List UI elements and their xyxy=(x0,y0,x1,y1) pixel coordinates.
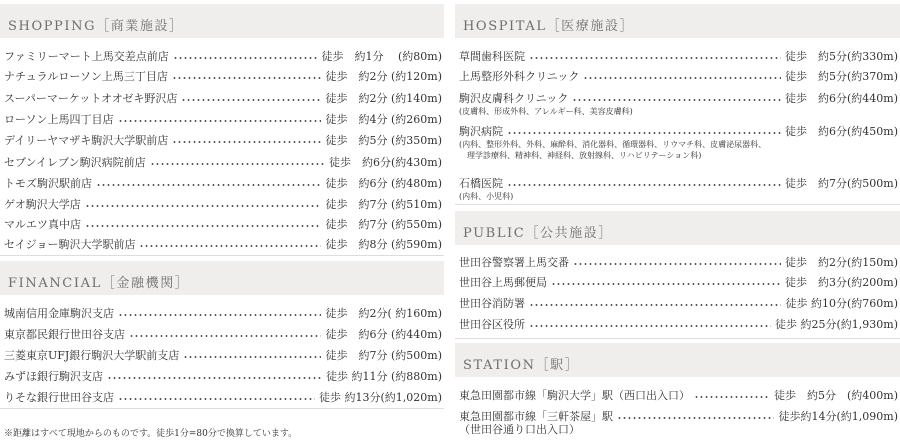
public-name: 世田谷消防署 xyxy=(459,295,525,313)
dotted-leader xyxy=(507,184,781,186)
financial-walk-time: 徒歩 約2分( 約160m) xyxy=(325,305,442,323)
shopping-name: ファミリーマート上馬交差点前店 xyxy=(4,48,169,66)
dotted-leader xyxy=(172,77,321,79)
hospital-name: 石橋医院 xyxy=(459,175,503,193)
financial-walk-time: 徒歩 約6分 (約440m) xyxy=(325,326,442,344)
dotted-leader xyxy=(529,57,781,59)
dotted-leader xyxy=(573,263,781,265)
shopping-walk-time: 徒歩 約7分 (約510m) xyxy=(325,196,442,214)
dotted-leader xyxy=(107,377,322,379)
dotted-leader xyxy=(173,57,317,59)
separator xyxy=(0,255,444,256)
shopping-row xyxy=(4,175,442,193)
shopping-row xyxy=(4,154,442,172)
financial-name: 三菱東京UFJ銀行駒沢大学駅前支店 xyxy=(4,347,179,365)
shopping-header xyxy=(0,4,444,38)
hospital-walk-time: 徒歩 約5分(約370m) xyxy=(785,68,898,86)
shopping-walk-time: 徒歩 約8分 (約590m) xyxy=(325,236,442,254)
financial-walk-time: 徒歩 約13分(約1,020m) xyxy=(319,389,442,407)
hospital-walk-time: 徒歩 約6分(約440m) xyxy=(785,90,898,108)
public-walk-time: 徒歩 約25分(約1,930m) xyxy=(775,316,898,334)
financial-row xyxy=(4,305,442,323)
shopping-name: トモズ駒沢駅前店 xyxy=(4,175,92,193)
hospital-row xyxy=(459,175,898,193)
separator xyxy=(455,338,900,339)
public-walk-time: 徒歩 約2分(約150m) xyxy=(785,254,898,272)
shopping-walk-time: 徒歩 約1分 (約80m) xyxy=(321,48,442,66)
dotted-leader xyxy=(85,205,321,207)
dotted-leader xyxy=(150,163,325,165)
shopping-walk-time: 徒歩 約2分 (約120m) xyxy=(325,68,442,86)
station-walk-time: 徒歩約14分(約1,090m) xyxy=(778,408,898,426)
shopping-row xyxy=(4,236,442,254)
hospital-name: 駒沢病院 xyxy=(459,123,503,141)
distance-note: ※距離はすべて現地からのものです。徒歩1分=80分で換算しています。 xyxy=(4,429,298,439)
dotted-leader xyxy=(181,99,321,101)
dotted-leader xyxy=(96,184,321,186)
shopping-row xyxy=(4,196,442,214)
public-row xyxy=(459,295,898,313)
public-row xyxy=(459,274,898,292)
shopping-row xyxy=(4,111,442,129)
hospital-walk-time: 徒歩 約5分(約330m) xyxy=(785,48,898,66)
separator xyxy=(455,204,900,205)
hospital-subtext: (皮膚科、形成外科、アレルギー科、美容皮膚科) xyxy=(459,107,633,116)
financial-walk-time: 徒歩 約11分 (約880m) xyxy=(326,368,442,386)
financial-name: 城南信用金庫駒沢支店 xyxy=(4,305,114,323)
station-heading: STATION［駅］ xyxy=(463,358,580,373)
dotted-leader xyxy=(529,325,771,327)
financial-row xyxy=(4,368,442,386)
shopping-name: ナチュラルローソン上馬三丁目店 xyxy=(4,68,168,86)
shopping-row xyxy=(4,90,442,108)
separator xyxy=(0,408,444,409)
financial-name: りそな銀行世田谷支店 xyxy=(4,389,114,407)
shopping-walk-time: 徒歩 約5分 (約350m) xyxy=(325,132,442,150)
shopping-heading: SHOPPING［商業施設］ xyxy=(8,19,184,34)
shopping-walk-time: 徒歩 約6分(約430m) xyxy=(329,154,442,172)
shopping-row xyxy=(4,68,442,86)
public-walk-time: 徒歩 約10分(約760m) xyxy=(785,295,898,313)
shopping-walk-time: 徒歩 約2分 (約140m) xyxy=(325,90,442,108)
station-name: 東急田園都市線「駒沢大学」駅（西口出入口） xyxy=(459,387,690,405)
financial-name: 東京都民銀行世田谷支店 xyxy=(4,326,125,344)
public-name: 世田谷区役所 xyxy=(459,316,525,334)
shopping-name: ローソン上馬四丁目店 xyxy=(4,111,114,129)
financial-header xyxy=(0,261,444,295)
public-row xyxy=(459,254,898,272)
hospital-row xyxy=(459,68,898,86)
hospital-name: 駒沢皮膚科クリニック xyxy=(459,90,568,108)
public-header xyxy=(455,211,900,245)
shopping-name: ゲオ駒沢大学店 xyxy=(4,196,81,214)
station-row xyxy=(459,387,898,405)
dotted-leader xyxy=(183,356,321,358)
dotted-leader xyxy=(507,132,781,134)
hospital-row xyxy=(459,48,898,66)
dotted-leader xyxy=(617,417,774,419)
public-walk-time: 徒歩 約3分(約200m) xyxy=(785,274,898,292)
shopping-row xyxy=(4,132,442,150)
shopping-name: セイジョー駒沢大学駅前店 xyxy=(4,236,135,254)
station-walk-time: 徒歩 約5分 (約400m) xyxy=(774,387,898,405)
shopping-walk-time: 徒歩 約4分 (約260m) xyxy=(325,111,442,129)
hospital-walk-time: 徒歩 約6分(約450m) xyxy=(785,123,898,141)
dotted-leader xyxy=(118,398,315,400)
hospital-heading: HOSPITAL［医療施設］ xyxy=(463,19,635,34)
public-name: 世田谷上馬郵便局 xyxy=(459,274,547,292)
dotted-leader xyxy=(129,335,321,337)
hospital-subtext: (内科、整形外科、外科、麻酔科、消化器科、循環器科、リウマチ科、皮膚泌尿器科、 xyxy=(459,140,767,149)
hospital-name: 上馬整形外科クリニック xyxy=(459,68,579,86)
shopping-name: デイリーヤマザキ駒沢大学駅前店 xyxy=(4,132,168,150)
hospital-subtext: (内科、小児科) xyxy=(459,192,514,201)
station-header xyxy=(455,343,900,377)
financial-row xyxy=(4,389,442,407)
public-row xyxy=(459,316,898,334)
hospital-walk-time: 徒歩 約7分(約500m) xyxy=(785,175,898,193)
shopping-walk-time: 徒歩 約7分 (約550m) xyxy=(325,216,442,234)
financial-row xyxy=(4,347,442,365)
hospital-header xyxy=(455,4,900,38)
dotted-leader xyxy=(85,225,321,227)
shopping-walk-time: 徒歩 約6分 (約480m) xyxy=(325,175,442,193)
financial-name: みずほ銀行駒沢支店 xyxy=(4,368,103,386)
station-name: 東急田園都市線「三軒茶屋」駅 xyxy=(459,408,613,426)
dotted-leader xyxy=(172,141,321,143)
dotted-leader xyxy=(139,245,321,247)
dotted-leader xyxy=(529,304,781,306)
financial-row xyxy=(4,326,442,344)
station-subtext: （世田谷通り口出入口） xyxy=(459,423,580,436)
financial-heading: FINANCIAL［金融機関］ xyxy=(8,276,190,291)
dotted-leader xyxy=(551,283,781,285)
financial-walk-time: 徒歩 約7分 (約500m) xyxy=(325,347,442,365)
dotted-leader xyxy=(118,314,321,316)
dotted-leader xyxy=(118,120,321,122)
public-heading: PUBLIC［公共施設］ xyxy=(463,226,613,241)
shopping-name: セブンイレブン駒沢病院前店 xyxy=(4,154,146,172)
dotted-leader xyxy=(583,77,781,79)
shopping-row xyxy=(4,48,442,66)
dotted-leader xyxy=(694,396,770,398)
hospital-subtext: 理学診療科、精神科、神経科、放射線科、リハビリテーション科) xyxy=(459,151,702,160)
public-name: 世田谷警察署上馬交番 xyxy=(459,254,569,272)
shopping-name: マルエツ真中店 xyxy=(4,216,81,234)
dotted-leader xyxy=(572,99,781,101)
shopping-name: スーパーマーケットオオゼキ野沢店 xyxy=(4,90,177,108)
hospital-name: 草間歯科医院 xyxy=(459,48,525,66)
shopping-row xyxy=(4,216,442,234)
